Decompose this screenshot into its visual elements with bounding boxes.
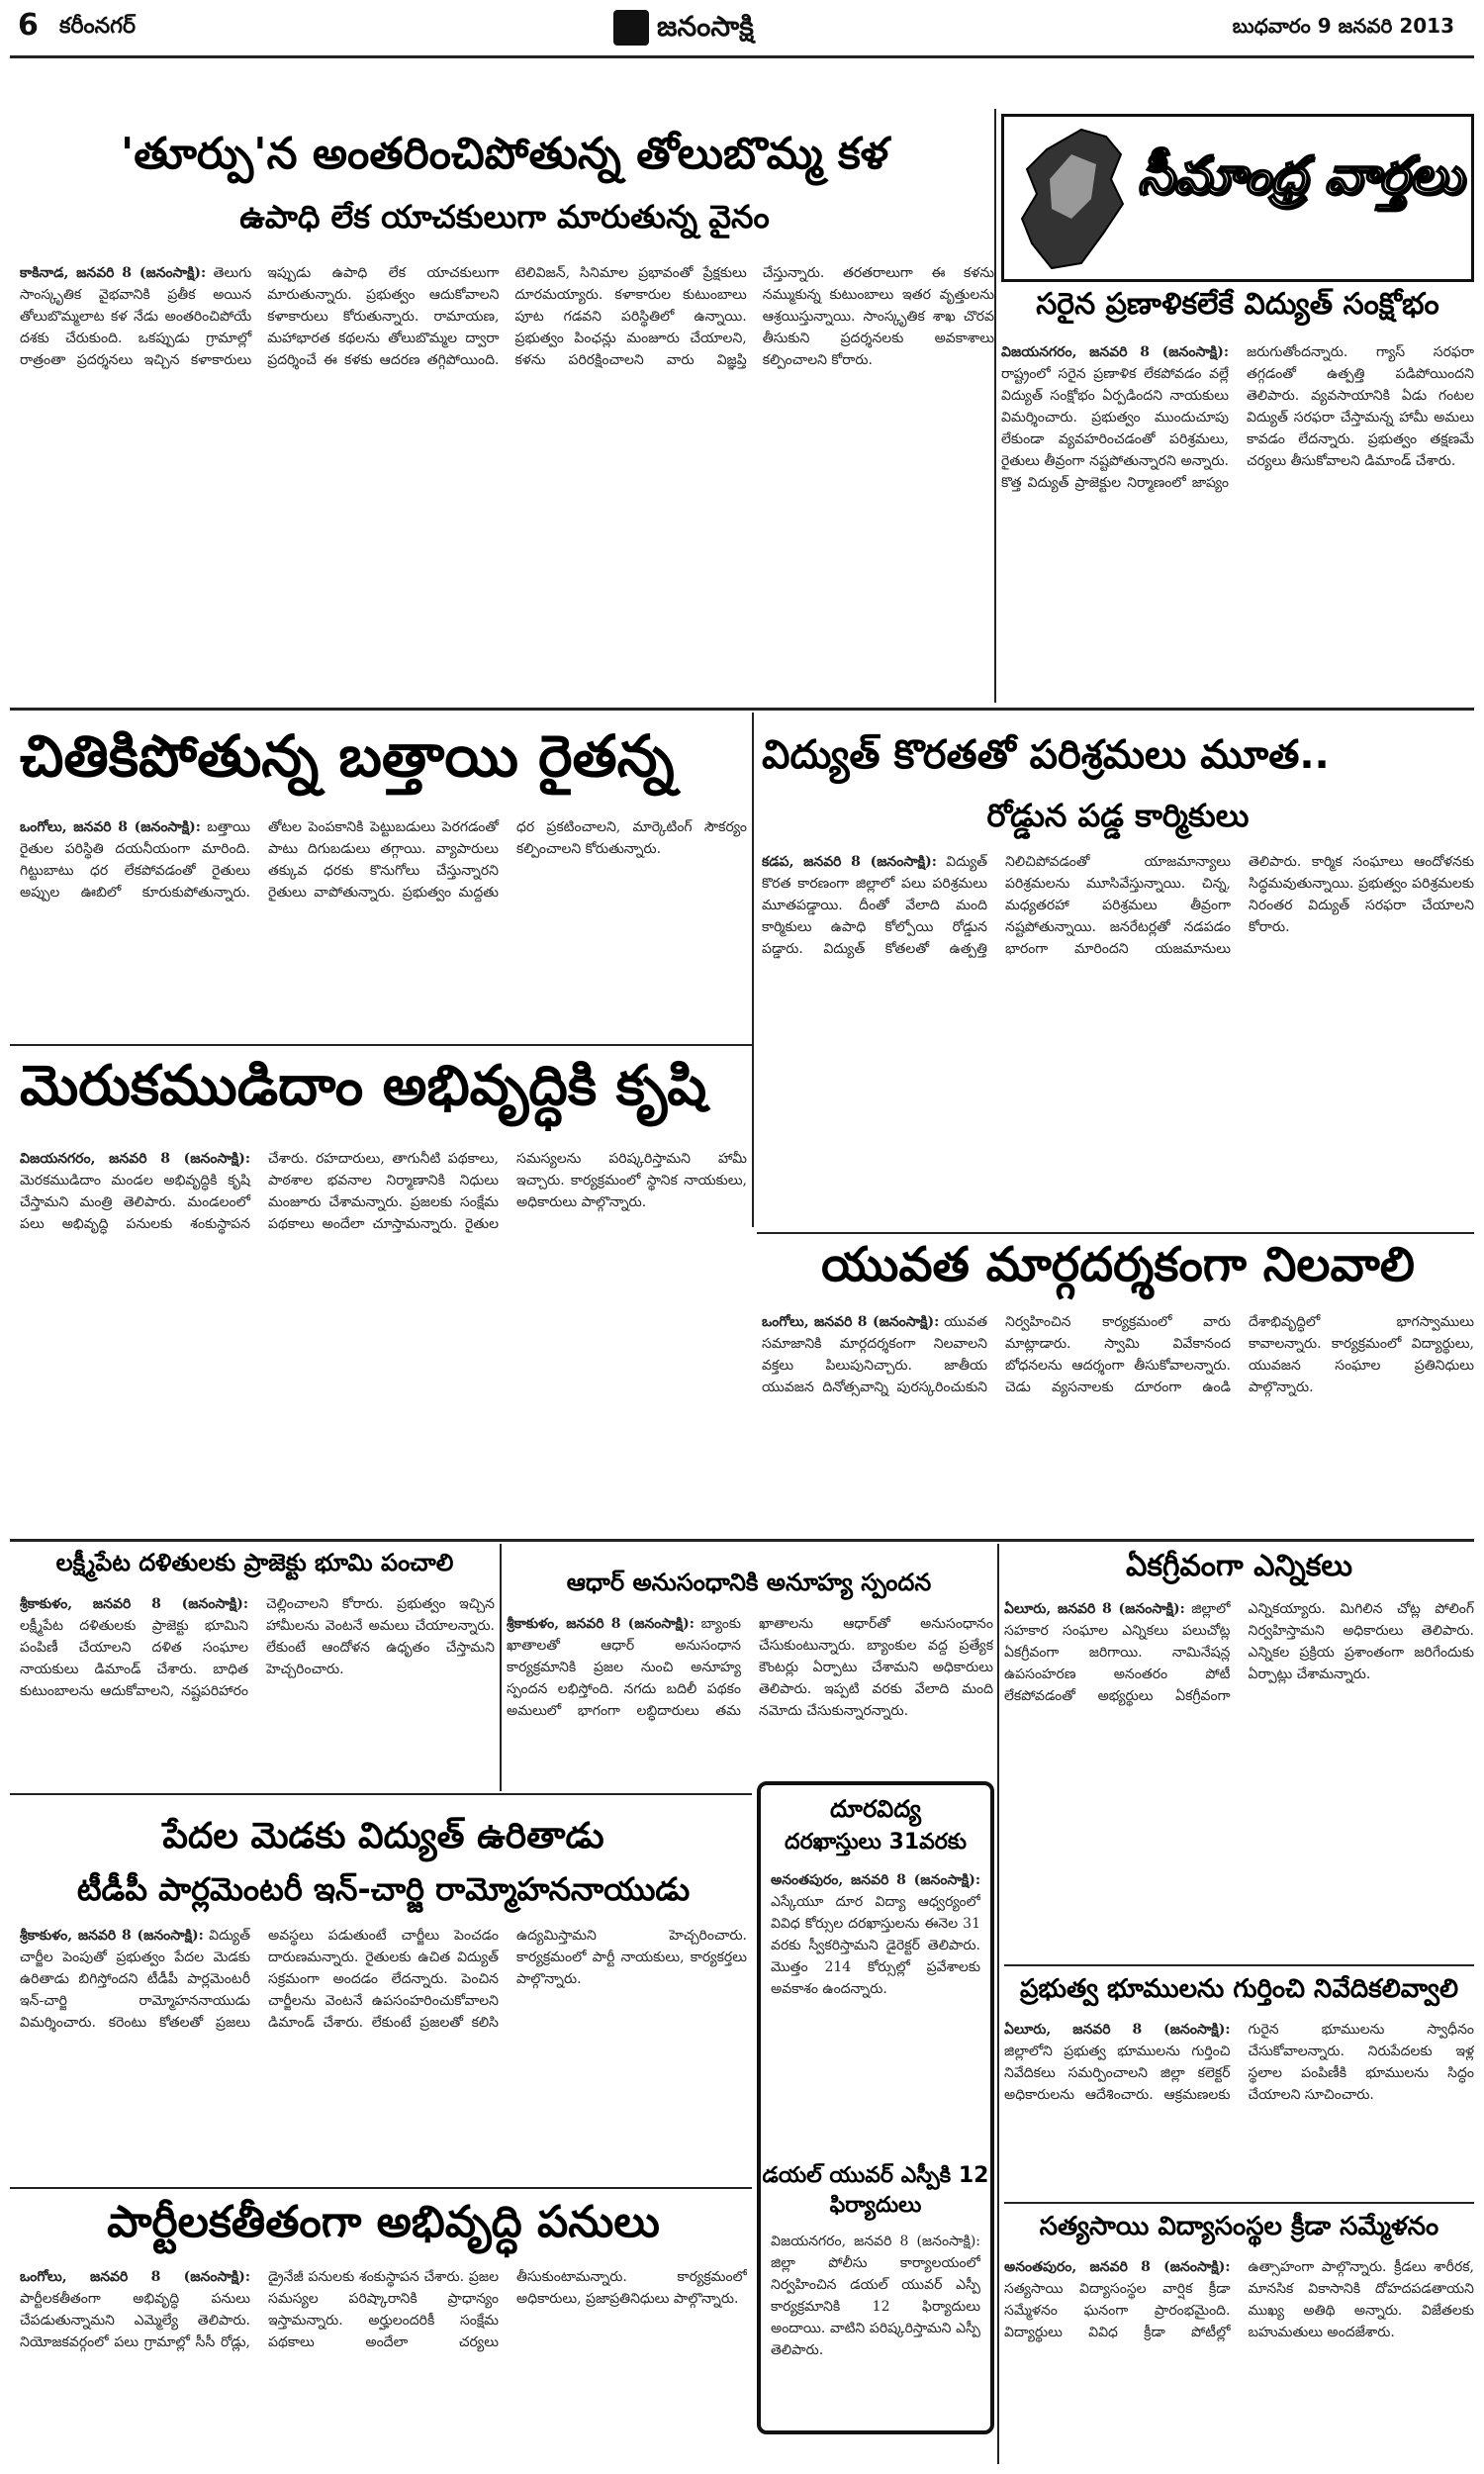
dooravidya-subtitle: దరఖాస్తులు 31వరకు	[785, 1830, 967, 1855]
article-lakshmipeta	[20, 1593, 495, 1786]
headline-vidyut-sankshobham: సరైన ప్రణాళికలేకే విద్యుత్ సంక్షోభం	[1036, 287, 1439, 322]
column-rule	[752, 713, 754, 1227]
seemandhra-news-banner	[1001, 114, 1474, 282]
column-rule	[994, 109, 996, 703]
headline-meruka: మెరుకముడిదాం అభివృద్ధికి కృషి	[20, 1054, 707, 1118]
column-rule	[500, 1544, 502, 1791]
dateline: అనంతపురం, జనవరి 8 (జనంసాక్షి):	[771, 1872, 980, 1888]
headline-yuvatha: యువత మార్గదర్శకంగా నిలవాలి	[821, 1237, 1415, 1292]
headline-bhoomulu: ప్రభుత్వ భూములను గుర్తించి నివేదికలివ్వాలి	[1020, 1974, 1458, 2004]
column-rule	[997, 1544, 999, 2464]
dateline: ఏలూరు, జనవరి 8 (జనంసాక్షి):	[1004, 1601, 1185, 1617]
edition-name: కరీంనగర్	[59, 14, 137, 39]
article-body: విద్యుత్ కొరత కారణంగా జిల్లాలో పలు పరిశ్రమలు మూతపడ్డాయి. దీంతో వేలాది మంది కార్మికులు ఉపాధి కోల్పోయి రోడ్డున పడ్డారు. విద్యుత్ కోతలతో ఉత్పత్తి నిలిచిపోవడంతో యాజమాన్యాలు పరిశ్రమలను మూసివేస్తున్నాయి. చిన్న, మధ్యతరహా పరిశ్రమలు తీవ్రంగా నష్టపోతున్నాయి. జనరేటర్లతో నడపడం భారంగా మారిందని యజమానులు తెలిపారు. కార్మిక సంఘాలు ఆందోళనకు సిద్ధమవుతున్నాయి. ప్రభుత్వం పరిశ్రమలకు నిరంతర విద్యుత్ సరఫరా చేయాలని కోరారు.	[762, 854, 1474, 957]
subhead-pedala: టీడీపీ పార్లమెంటరీ ఇన్-చార్జి రామ్మోహననాయుడు	[76, 1870, 691, 1908]
headline-sathyasai: సత్యసాయి విద్యాసంస్థల క్రీడా సమ్మేళనం	[1039, 2212, 1439, 2241]
article-body: జిల్లాలో సహకార సంఘాల ఎన్నికలు పలుచోట్ల ఏకగ్రీవంగా జరిగాయి. నామినేషన్ల ఉపసంహరణ అనంతరం పోటీ లేకపోవడంతో అభ్యర్థులు ఏకగ్రీవంగా ఎన్నికయ్యారు. మిగిలిన చోట్ల పోలింగ్ నిర్వహిస్తామని అధికారులు తెలిపారు. ఎన్నికల ప్రక్రియ ప్రశాంతంగా జరిగేందుకు ఏర్పాట్లు చేశామన్నారు.	[1004, 1601, 1474, 1704]
dateline: ఒంగోలు, జనవరి 8 (జనంసాక్షి):	[762, 1314, 940, 1330]
page-number: 6	[18, 8, 39, 43]
section-rule	[1004, 2202, 1474, 2204]
dateline: శ్రీకాకుళం, జనవరి 8 (జనంసాక్షి):	[20, 1596, 248, 1612]
dooravidya-article	[771, 1869, 980, 2151]
dateline: విజయనగరం, జనవరి 8 (జనంసాక్షి):	[20, 1151, 250, 1167]
andhra-map-icon	[1012, 125, 1131, 273]
dooravidya-subhead: డయల్ యువర్ ఎస్పీకి 12 ఫిర్యాదులు	[762, 2163, 989, 2218]
article-body: పార్టీలకతీతంగా అభివృద్ధి పనులు చేపడుతున్నామని ఎమ్మెల్యే తెలిపారు. నియోజకవర్గంలో పలు గ్రామాల్లో సీసీ రోడ్లు, డ్రైనేజీ పనులకు శంకుస్థాపన చేశారు. ప్రజల సమస్యల పరిష్కారానికి ప్రాధాన్యం ఇస్తామన్నారు. అర్హులందరికీ సంక్షేమ పథకాలు అందేలా చర్యలు తీసుకుంటామన్నారు. కార్యక్రమంలో అధికారులు, ప్రజాప్రతినిధులు పాల్గొన్నారు.	[20, 2269, 747, 2350]
top-rule	[10, 55, 1474, 58]
seemandhra-title: సీమాంధ్ర వార్తలు	[1138, 146, 1464, 206]
headline-partylakatheetham: పార్టీలకతీతంగా అభివృద్ధి పనులు	[107, 2197, 660, 2247]
masthead	[613, 6, 871, 53]
article-aadhaar	[507, 1613, 993, 1771]
subhead-parishramalu: రోడ్డున పడ్డ కార్మికులు	[986, 797, 1250, 834]
article-ekagreevam	[1004, 1598, 1474, 1959]
headline-tholubommalu: 'తూర్పు'న అంతరించిపోతున్న తోలుబొమ్మ కళ	[120, 129, 889, 179]
article-body: బ్యాంకు ఖాతాలతో ఆధార్ అనుసంధాన కార్యక్రమానికి ప్రజల నుంచి అనూహ్య స్పందన లభిస్తోంది. నగదు బదిలీ పథకం అమలులో భాగంగా లబ్ధిదారులు తమ ఖాతాలను ఆధార్‌తో అనుసంధానం చేసుకుంటున్నారు. బ్యాంకుల వద్ద ప్రత్యేక కౌంటర్లు ఏర్పాటు చేశామని అధికారులు తెలిపారు. ఇప్పటి వరకు వేలాది మంది నమోదు చేసుకున్నారన్నారు.	[507, 1616, 993, 1719]
dateline: ఒంగోలు, జనవరి 8 (జనంసాక్షి):	[20, 2269, 250, 2285]
article-body: విద్యుత్ చార్జీల పెంపుతో ప్రభుత్వం పేదల మెడకు ఉరితాడు బిగిస్తోందని టీడీపీ పార్లమెంటరీ ఇన్-చార్జి రామ్మోహననాయుడు విమర్శించారు. కరెంటు కోతలతో ప్రజలు అవస్థలు పడుతుంటే చార్జీలు పెంచడం దారుణమన్నారు. రైతులకు ఉచిత విద్యుత్ సక్రమంగా అందడం లేదన్నారు. పెంచిన చార్జీలను వెంటనే ఉపసంహరించుకోవాలని డిమాండ్ చేశారు. లేకుంటే ప్రజలతో కలిసి ఉద్యమిస్తామని హెచ్చరించారు. కార్యక్రమంలో పార్టీ నాయకులు, కార్యకర్తలు పాల్గొన్నారు.	[20, 1928, 747, 2031]
article-body: యువత సమాజానికి మార్గదర్శకంగా నిలవాలని వక్తలు పిలుపునిచ్చారు. జాతీయ యువజన దినోత్సవాన్ని పురస్కరించుకుని నిర్వహించిన కార్యక్రమంలో వారు మాట్లాడారు. స్వామి వివేకానంద బోధనలను ఆదర్శంగా తీసుకోవాలన్నారు. చెడు వ్యసనాలకు దూరంగా ఉండి దేశాభివృద్ధిలో భాగస్వాములు కావాలన్నారు. కార్యక్రమంలో విద్యార్థులు, యువజన సంఘాల ప్రతినిధులు పాల్గొన్నారు.	[762, 1314, 1474, 1395]
article-meruka	[20, 1148, 747, 1534]
article-vidyut-sankshobham	[1001, 341, 1474, 703]
issue-date: బుధవారం 9 జనవరి 2013	[1232, 14, 1454, 38]
masthead-title: జనంసాక్షి	[657, 10, 754, 43]
article-body: తెలుగు సాంస్కృతిక వైభవానికి ప్రతీక అయిన తోలుబొమ్మలాట కళ నేడు అంతరించిపోయే దశకు చేరుకుంది. ఒకప్పుడు గ్రామాల్లో రాత్రంతా ప్రదర్శనలు ఇచ్చిన కళాకారులు ఇప్పుడు ఉపాధి లేక యాచకులుగా మారుతున్నారు. ప్రభుత్వం ఆదుకోవాలని కళాకారులు కోరుతున్నారు. రామాయణ, మహాభారత కథలను తోలుబొమ్మల ద్వారా ప్రదర్శించే ఈ కళకు ఆదరణ తగ్గిపోయింది. టెలివిజన్, సినిమాల ప్రభావంతో ప్రేక్షకులు దూరమయ్యారు. కళాకారుల కుటుంబాలు పూట గడవని పరిస్థితిలో ఉన్నాయి. ప్రభుత్వం పింఛన్లు మంజూరు చేయాలని, కళను పరిరక్షించాలని వారు విజ్ఞప్తి చేస్తున్నారు. తరతరాలుగా ఈ కళను నమ్ముకున్న కుటుంబాలు ఇతర వృత్తులను ఆశ్రయిస్తున్నాయి. సాంస్కృతిక శాఖ చొరవ తీసుకుని ప్రదర్శనలకు అవకాశాలు కల్పించాలని కోరారు.	[20, 265, 994, 368]
section-rule	[10, 1793, 752, 1795]
article-body: లక్ష్మీపేట దళితులకు ప్రాజెక్టు భూమిని పంపిణీ చేయాలని దళిత సంఘాల నాయకులు డిమాండ్ చేశారు. బాధిత కుటుంబాలను ఆదుకోవాలని, నష్టపరిహారం చెల్లించాలని కోరారు. ప్రభుత్వం ఇచ్చిన హామీలను వెంటనే అమలు చేయాలన్నారు. లేకుంటే ఆందోళన ఉధృతం చేస్తామని హెచ్చరించారు.	[20, 1596, 495, 1699]
masthead-logo-icon	[613, 10, 649, 46]
subhead-tholubommalu: ఉపాధి లేక యాచకులుగా మారుతున్న వైనం	[239, 198, 770, 236]
article-parishramalu	[762, 851, 1474, 1227]
headline-lakshmipeta: లక్ష్మీపేట దళితులకు ప్రాజెక్టు భూమి పంచాలి	[55, 1549, 454, 1576]
dateline: శ్రీకాకుళం, జనవరి 8 (జనంసాక్షి):	[507, 1616, 695, 1632]
headline-pedala: పేదల మెడకు విద్యుత్ ఉరితాడు	[162, 1816, 604, 1856]
dateline: కడప, జనవరి 8 (జనంసాక్షి):	[762, 854, 937, 870]
article-body: ఎస్కేయూ దూర విద్యా ఆధ్వర్యంలో వివిధ కోర్సుల దరఖాస్తులను ఈనెల 31 వరకు స్వీకరిస్తామని డైరెక్టర్ తెలిపారు. మొత్తం 214 కోర్సుల్లో ప్రవేశాలకు అవకాశం ఉందన్నారు.	[771, 1894, 980, 1997]
dateline: అనంతపురం, జనవరి 8 (జనంసాక్షి):	[1004, 2259, 1231, 2275]
dooravidya-article-2	[771, 2231, 980, 2419]
article-pedala	[20, 1925, 747, 2182]
article-bhoomulu	[1004, 2019, 1474, 2197]
section-rule	[10, 1044, 752, 1046]
article-body: రాష్ట్రంలో సరైన ప్రణాళిక లేకపోవడం వల్లే విద్యుత్ సంక్షోభం ఏర్పడిందని నాయకులు విమర్శించారు. ప్రభుత్వం ముందుచూపు లేకుండా వ్యవహరించడంతో పరిశ్రమలు, రైతులు తీవ్రంగా నష్టపోతున్నారని అన్నారు. కొత్త విద్యుత్ ప్రాజెక్టుల నిర్మాణంలో జాప్యం జరుగుతోందన్నారు. గ్యాస్ సరఫరా తగ్గడంతో ఉత్పత్తి పడిపోయిందని తెలిపారు. వ్యవసాయానికి ఏడు గంటల విద్యుత్ సరఫరా చేస్తామన్న హామీ అమలు కావడం లేదన్నారు. ప్రభుత్వం తక్షణమే చర్యలు తీసుకోవాలని డిమాండ్ చేశారు.	[1001, 344, 1474, 491]
section-rule	[757, 1232, 1474, 1234]
dooravidya-title: దూరవిద్య	[829, 1795, 922, 1823]
article-sathyasai	[1004, 2256, 1474, 2449]
section-rule	[10, 1539, 1474, 1542]
headline-battayi: చితికిపోతున్న బత్తాయి రైతన్న	[20, 722, 675, 790]
headline-aadhaar: ఆధార్ అనుసంధానికి అనూహ్య స్పందన	[566, 1569, 932, 1596]
dateline: శ్రీకాకుళం, జనవరి 8 (జనంసాక్షి):	[20, 1928, 204, 1944]
article-body: సత్యసాయి విద్యాసంస్థల వార్షిక క్రీడా సమ్మేళనం ఘనంగా ప్రారంభమైంది. విద్యార్థులు వివిధ క్రీడా పోటీల్లో ఉత్సాహంగా పాల్గొన్నారు. క్రీడలు శారీరక, మానసిక వికాసానికి దోహదపడతాయని ముఖ్య అతిథి అన్నారు. విజేతలకు బహుమతులు అందజేశారు.	[1004, 2259, 1474, 2340]
article-body: జిల్లాలోని ప్రభుత్వ భూములను గుర్తించి నివేదికలు సమర్పించాలని జిల్లా కలెక్టర్ అధికారులను ఆదేశించారు. ఆక్రమణలకు గురైన భూములను స్వాధీనం చేసుకోవాలన్నారు. నిరుపేదలకు ఇళ్ల స్థలాల పంపిణీకి భూములను సిద్ధం చేయాలని సూచించారు.	[1004, 2022, 1474, 2103]
article-body: మెరకముడిదాం మండల అభివృద్ధికి కృషి చేస్తామని మంత్రి తెలిపారు. మండలంలో పలు అభివృద్ధి పనులకు శంకుస్థాపన చేశారు. రహదారులు, తాగునీటి పథకాలు, పాఠశాల భవనాల నిర్మాణానికి నిధులు మంజూరు చేశామన్నారు. ప్రజలకు సంక్షేమ పథకాలు అందేలా చూస్తామన్నారు. రైతుల సమస్యలను పరిష్కరిస్తామని హామీ ఇచ్చారు. కార్యక్రమంలో స్థానిక నాయకులు, అధికారులు పాల్గొన్నారు.	[20, 1151, 747, 1232]
dooravidya-box	[757, 1781, 994, 2434]
headline-ekagreevam: ఏకగ్రీవంగా ఎన్నికలు	[1125, 1549, 1353, 1583]
section-rule	[10, 708, 1474, 711]
article-partylakatheetham	[20, 2266, 747, 2454]
article-body: బత్తాయి రైతుల పరిస్థితి దయనీయంగా మారింది. గిట్టుబాటు ధర లేకపోవడంతో రైతులు అప్పుల ఊబిలో కూరుకుపోతున్నారు. తోటల పెంపకానికి పెట్టుబడులు పెరగడంతో పాటు దిగుబడులు తగ్గాయి. వ్యాపారులు తక్కువ ధరకు కొనుగోలు చేస్తున్నారని రైతులు వాపోతున్నారు. ప్రభుత్వం మద్దతు ధర ప్రకటించాలని, మార్కెటింగ్ సౌకర్యం కల్పించాలని కోరుతున్నారు.	[20, 819, 747, 901]
section-rule	[10, 2187, 752, 2189]
dateline: కాకినాడ, జనవరి 8 (జనంసాక్షి):	[20, 265, 207, 281]
article-battayi	[20, 816, 747, 1039]
article-tholubommalu	[20, 262, 994, 703]
dateline: ఒంగోలు, జనవరి 8 (జనంసాక్షి):	[20, 819, 201, 835]
dateline: ఏలూరు, జనవరి 8 (జనంసాక్షి):	[1004, 2022, 1231, 2038]
dateline: విజయనగరం, జనవరి 8 (జనంసాక్షి):	[1001, 344, 1229, 360]
article-body: విజయనగరం, జనవరి 8 (జనంసాక్షి): జిల్లా పోలీసు కార్యాలయంలో నిర్వహించిన డయల్ యువర్ ఎస్పీ కార్యక్రమానికి 12 ఫిర్యాదులు అందాయి. వాటిని పరిష్కరిస్తామని ఎస్పీ తెలిపారు.	[771, 2234, 980, 2358]
headline-parishramalu: విద్యుత్ కొరతతో పరిశ్రమలు మూత..	[762, 732, 1330, 778]
article-yuvatha	[762, 1311, 1474, 1534]
section-rule	[1004, 1964, 1474, 1966]
